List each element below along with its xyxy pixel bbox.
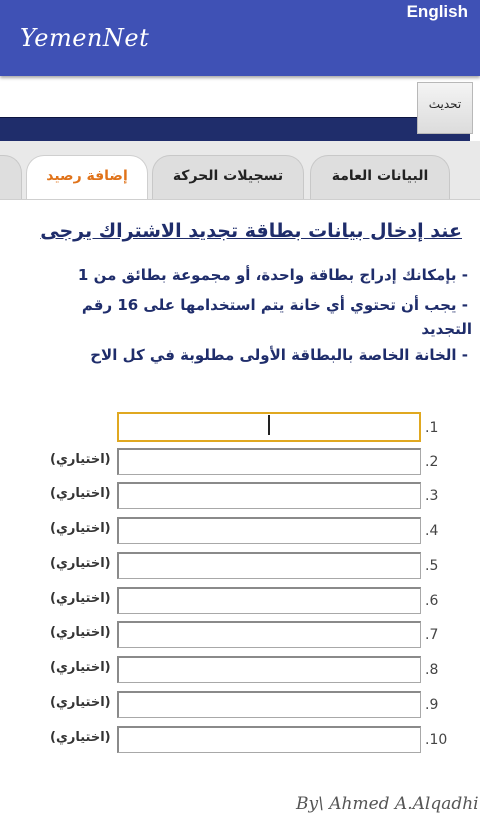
- optional-label: (اختياري): [50, 452, 111, 467]
- optional-label: (اختياري): [50, 660, 111, 675]
- card-row-number: .3: [425, 488, 439, 504]
- tab-activity-log[interactable]: تسجيلات الحركة: [152, 155, 304, 199]
- tabs-bar: [0, 141, 480, 200]
- instruction-note-2: - يجب أن تحتوي أي خانة يتم استخدامها على 16 رقم: [81, 296, 468, 314]
- instruction-note-1: - بإمكانك إدراج بطاقة واحدة، أو مجموعة بطائق من 1: [77, 266, 468, 284]
- english-language-link[interactable]: English: [406, 2, 468, 21]
- author-signature: By\ Ahmed A.Alqadhi: [296, 794, 479, 814]
- optional-label: (اختياري): [50, 730, 111, 745]
- optional-label: (اختياري): [50, 486, 111, 501]
- card-row-number: .9: [425, 697, 439, 713]
- language-bar: [0, 117, 470, 142]
- card-number-input-4[interactable]: [117, 517, 421, 544]
- tab-add-balance[interactable]: إضافة رصيد: [26, 155, 148, 199]
- card-row-number: .4: [425, 523, 439, 539]
- card-row-number: .10: [425, 732, 448, 748]
- card-number-input-7[interactable]: [117, 621, 421, 648]
- card-row-number: .6: [425, 593, 439, 609]
- main-content: [0, 200, 480, 821]
- card-row-number: .1: [425, 420, 439, 436]
- optional-label: (اختياري): [50, 556, 111, 571]
- app-title: YemenNet: [20, 24, 150, 52]
- refresh-button[interactable]: تحديث: [417, 82, 473, 134]
- card-number-input-10[interactable]: [117, 726, 421, 753]
- instructions-heading: عند إدخال بيانات بطاقة تجديد الاشتراك يرجى: [40, 220, 462, 242]
- tab-offscreen[interactable]: [0, 155, 22, 199]
- card-row-number: .8: [425, 662, 439, 678]
- text-caret: [268, 415, 270, 435]
- card-row-number: .7: [425, 627, 439, 643]
- card-number-input-6[interactable]: [117, 587, 421, 614]
- instruction-note-3: - الخانة الخاصة بالبطاقة الأولى مطلوبة في كل الاح: [90, 346, 468, 364]
- card-row-number: .2: [425, 454, 439, 470]
- optional-label: (اختياري): [50, 521, 111, 536]
- tab-general-data[interactable]: البيانات العامة: [310, 155, 450, 199]
- card-number-input-8[interactable]: [117, 656, 421, 683]
- instruction-note-2-continued: التجديد: [421, 320, 472, 338]
- optional-label: (اختياري): [50, 695, 111, 710]
- optional-label: (اختياري): [50, 591, 111, 606]
- card-row-number: .5: [425, 558, 439, 574]
- optional-label: (اختياري): [50, 625, 111, 640]
- card-number-input-2[interactable]: [117, 448, 421, 475]
- card-number-input-5[interactable]: [117, 552, 421, 579]
- card-number-input-9[interactable]: [117, 691, 421, 718]
- card-number-input-3[interactable]: [117, 482, 421, 509]
